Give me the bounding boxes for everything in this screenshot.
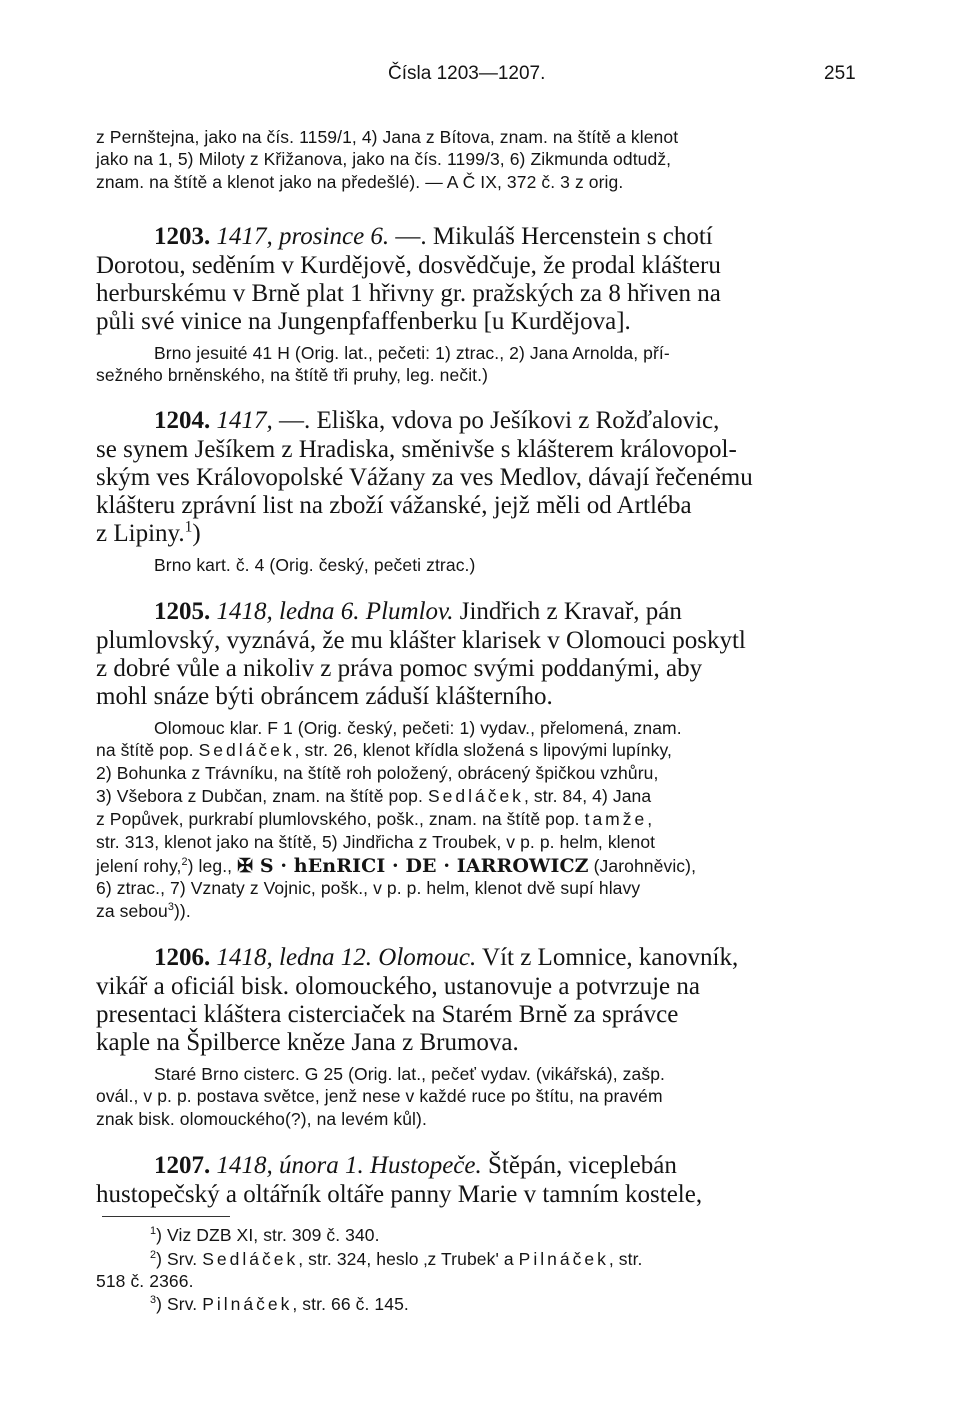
note-text: leg., [193, 856, 233, 876]
entry-1204-body-3: klášteru zprávní list na zboží vážanské, jejž měli od Artléba [96, 492, 692, 519]
note-spaced-word: tamže [584, 809, 648, 829]
intro-line-3: znam. na štítě a klenot jako na předešlé). — A Č IX, 372 č. 3 z orig. [96, 172, 624, 192]
entry-1205-note-7: jelení rohy,$^2$) leg., ✠ S · hEnRICI · DE · IARROWICZ (Jarohněvic), [96, 855, 697, 877]
entry-1204-body-4: z Lipiny.$^1$) [96, 518, 201, 547]
entry-1205-body-1: plumlovský, vyznává, že mu klášter klarisek v Olomouci poskytl [96, 627, 746, 654]
entry-1204-note-1: Brno kart. č. 4 (Orig. český, pečeti ztrac.) [154, 555, 476, 575]
entry-heading-text: Vít z Lomnice, kanovník, [482, 944, 739, 971]
entry-1206-body-3: kaple na Špilberce kněze Jana z Brumova. [96, 1029, 519, 1056]
entry-1206-note-3: znak bisk. olomouckého(?), na levém kůl). [96, 1109, 427, 1129]
entry-heading-text: —. Eliška, vdova po Ješíkovi z Rožďalovic, [279, 407, 720, 434]
footnote-2-cont: 518 č. 2366. [96, 1271, 194, 1291]
footnote-text: , str. 66 č. 145. [292, 1294, 409, 1314]
entry-1203-body-2: herburskému v Brně plat 1 hřivny gr. pražských za 8 hřiven na [96, 280, 721, 307]
note-spaced-name: Sedláček [427, 786, 524, 806]
note-spaced-name: Sedláček [198, 740, 295, 760]
note-text: za sebou [96, 901, 168, 921]
note-text: , str. 84, 4) Jana [523, 786, 652, 806]
entry-number: 1205. [154, 598, 211, 625]
entry-1207-body-1: hustopečský a oltářník oltáře panny Marie v tamním kostele, [96, 1181, 703, 1208]
entry-number: 1203. [154, 223, 211, 250]
note-text: (Jarohněvic), [588, 856, 697, 876]
footnote-ref: 1 [184, 518, 193, 536]
entry-1203-note-2: sežného brněnského, na štítě tři pruhy, leg. nečit.) [96, 365, 489, 385]
entry-date: 1417, [216, 407, 273, 434]
footnote-spaced-name: Pilnáček [202, 1294, 293, 1314]
entry-1205-note-8: 6) ztrac., 7) Vznaty z Vojnic, pošk., v p. p. helm, klenot dvě supí hlavy [96, 878, 641, 898]
seal-legend: ✠ S · hEnRICI · DE · IARROWICZ [237, 855, 589, 877]
footnote-mark: 3 [150, 1294, 157, 1307]
entry-date: 1418, února 1. Hustopeče. [216, 1152, 482, 1179]
entry-1203-heading [154, 223, 713, 251]
entry-1207-heading [154, 1152, 677, 1180]
footnote-mark: 1 [150, 1225, 157, 1238]
footnote-text: , str. 324, heslo ‚z Trubek' a [298, 1249, 514, 1269]
entry-1205-note-6: str. 313, klenot jako na štítě, 5) Jindřicha z Troubek, v p. p. helm, klenot [96, 832, 656, 852]
entry-1205-note-4 [96, 786, 651, 807]
intro-line-1: z Pernštejna, jako na čís. 1159/1, 4) Jana z Bítova, znam. na štítě a klenot [96, 127, 679, 147]
intro-line-2: jako na 1, 5) Miloty z Křižanova, jako na čís. 1199/3, 6) Zikmunda odtudž, [96, 149, 672, 169]
footnote-mark: 2 [150, 1249, 157, 1262]
note-text: )). [173, 901, 191, 921]
note-text: z Popůvek, purkrabí plumlovského, pošk., znam. na štítě pop. [96, 809, 580, 829]
entry-1206-heading [154, 944, 738, 972]
footnote-text: Viz DZB XI, str. 309 č. 340. [167, 1225, 380, 1245]
page-header-title: Čísla 1203—1207. [388, 63, 546, 84]
entry-date: 1417, prosince 6. [216, 223, 390, 250]
entry-1205-body-3: mohl snáze býti obráncem záduší klášterního. [96, 683, 553, 710]
footnote-text: , str. [608, 1249, 643, 1269]
entry-1204-heading [154, 407, 719, 435]
entry-heading-text: Jindřich z Kravař, pán [459, 598, 682, 625]
entry-number: 1206. [154, 944, 211, 971]
entry-heading-text: Štěpán, viceplebán [488, 1152, 677, 1179]
note-text: na štítě pop. [96, 740, 194, 760]
entry-date: 1418, ledna 6. Plumlov. [216, 598, 454, 625]
footnote-ref: 3 [167, 901, 174, 914]
entry-1205-note-9 [96, 901, 191, 922]
entry-1204-body-1: se synem Ješíkem z Hradiska, směnivše s klášterem královopol- [96, 436, 737, 463]
entry-number: 1207. [154, 1152, 211, 1179]
entry-1205-note-2 [96, 740, 672, 761]
entry-1203-body-1: Dorotou, seděním v Kurdějově, dosvědčuje, že prodal klášteru [96, 252, 721, 279]
footnote-text: Srv. [167, 1249, 198, 1269]
footnote-spaced-name: Pilnáček [518, 1249, 609, 1269]
entry-1205-body-2: z dobré vůle a nikoliv z práva pomoc svými poddanými, aby [96, 655, 703, 682]
entry-1203-body-3: půli své vinice na Jungenpfaffenberku [u Kurdějova]. [96, 308, 631, 335]
note-text: jelení rohy, [96, 856, 182, 876]
entry-1206-note-2: ovál., v p. p. postava světce, jenž nese v každé ruce po štítu, na pravém [96, 1086, 663, 1106]
footnote-ref: 2 [181, 856, 188, 869]
entry-1203-note-1: Brno jesuité 41 H (Orig. lat., pečeti: 1) ztrac., 2) Jana Arnolda, pří- [154, 343, 670, 363]
footnote-3: $^3$) Srv. Pilnáček, str. 66 č. 145. [150, 1294, 409, 1314]
footnote-divider [102, 1216, 230, 1217]
entry-1205-heading [154, 598, 682, 626]
footnote-spaced-name: Sedláček [202, 1249, 299, 1269]
entry-heading-text: —. Mikuláš Hercenstein s chotí [395, 223, 713, 250]
page-number: 251 [824, 63, 856, 84]
footnote-text: Srv. [167, 1294, 198, 1314]
footnote-1: $^1$) Viz DZB XI, str. 309 č. 340. [150, 1225, 380, 1245]
footnote-2: $^2$) Srv. Sedláček, str. 324, heslo ‚z Trubek' a Pilnáček, str. [150, 1249, 643, 1269]
entry-1205-note-1: Olomouc klar. F 1 (Orig. český, pečeti: 1) vydav., přelomená, znam. [154, 718, 682, 738]
entry-1204-body-2: ským ves Královopolské Vážany za ves Medlov, dávají řečenému [96, 464, 753, 491]
entry-1206-body-1: vikář a oficiál bisk. olomouckého, ustanovuje a potvrzuje na [96, 973, 700, 1000]
entry-1205-note-3: 2) Bohunka z Trávníku, na štítě roh položený, obrácený špičkou vzhůru, [96, 763, 659, 783]
entry-1205-note-5: z Popůvek, purkrabí plumlovského, pošk., znam. na štítě pop. tamže, [96, 809, 653, 829]
entry-text: z Lipiny. [96, 520, 185, 547]
note-text: 3) Všebora z Dubčan, znam. na štítě pop. [96, 786, 423, 806]
entry-date: 1418, ledna 12. Olomouc. [216, 944, 477, 971]
entry-number: 1204. [154, 407, 211, 434]
note-text: , str. 26, klenot křídla složená s lipovými lupínky, [294, 740, 672, 760]
entry-1206-body-2: presentaci kláštera cisterciaček na Starém Brně za správce [96, 1001, 679, 1028]
entry-1206-note-1: Staré Brno cisterc. G 25 (Orig. lat., pečeť vydav. (vikářská), zašp. [154, 1064, 665, 1084]
